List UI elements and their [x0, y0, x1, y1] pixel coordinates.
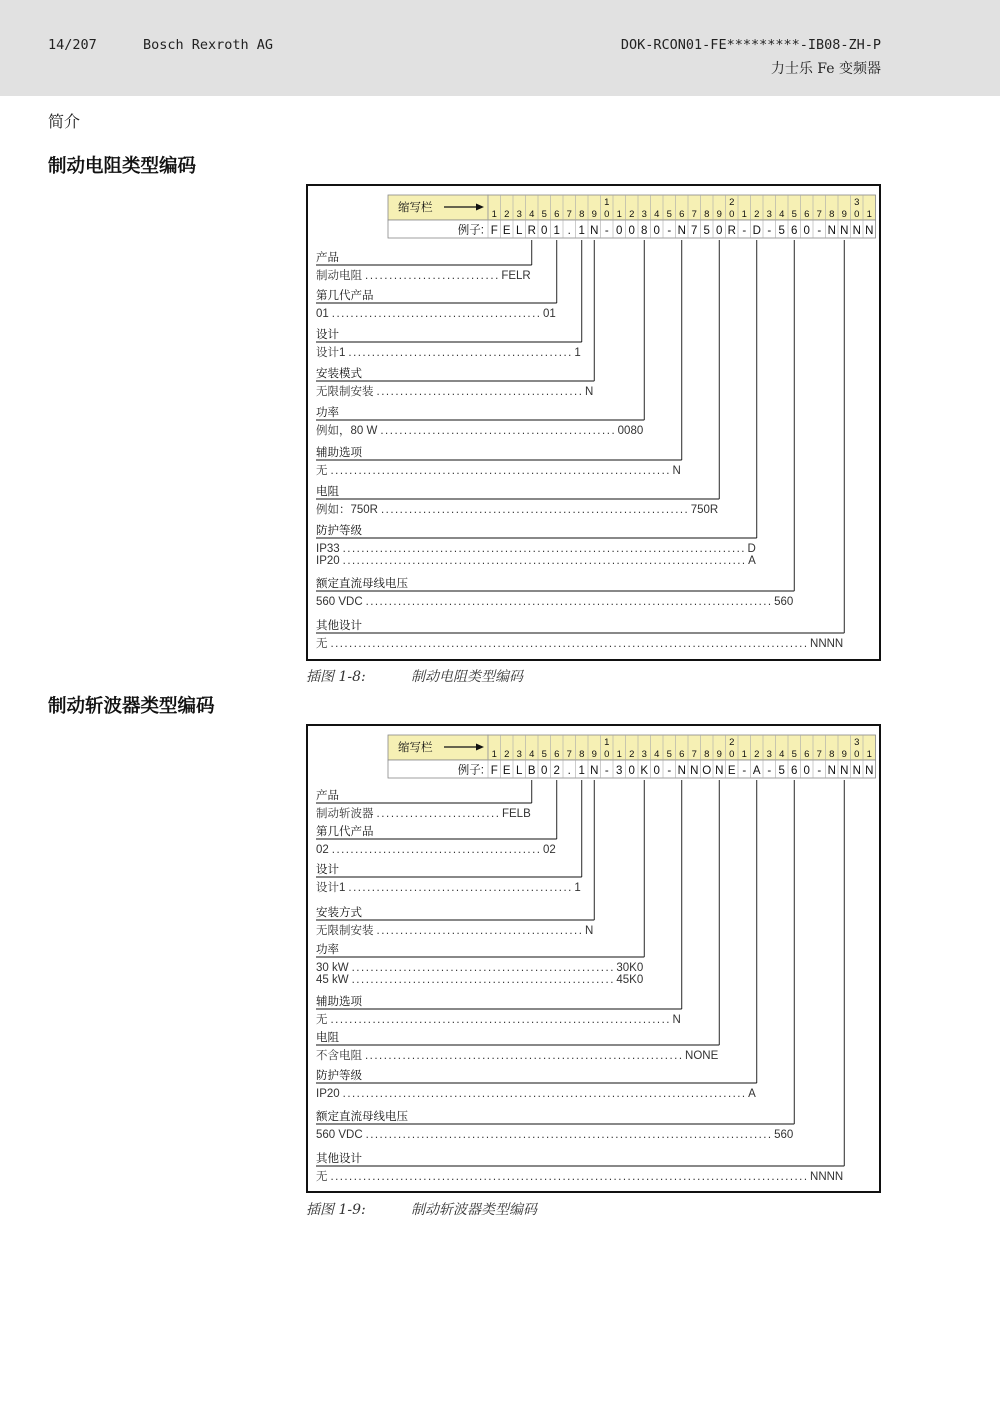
position-digit: 2	[754, 749, 760, 760]
leader-dots: ..................................................................	[381, 504, 688, 516]
position-tens-digit: 1	[604, 197, 610, 208]
leader-dots: ........................................................	[351, 962, 614, 974]
position-digit: 3	[766, 209, 772, 220]
field-title: 产品	[316, 252, 339, 264]
example-char: N	[865, 765, 874, 777]
position-digit: 0	[604, 209, 610, 220]
example-char: N	[852, 225, 861, 237]
figure-brake-chopper-code	[306, 724, 881, 1193]
option-label: IP20	[316, 555, 340, 567]
option-code: 30K0	[616, 962, 644, 974]
leader-dots: .......................................................................................................	[330, 638, 808, 650]
position-digit: 9	[591, 749, 597, 760]
position-digit: 5	[541, 749, 547, 760]
leader-dots: ................................................	[348, 347, 572, 359]
example-char: N	[865, 225, 874, 237]
example-char: A	[752, 765, 761, 777]
position-tens-digit: 3	[854, 197, 860, 208]
heading-brake-resistor: 制动电阻类型编码	[48, 156, 197, 177]
caption-label: 插图 1-8:	[306, 669, 366, 685]
position-digit: 3	[516, 209, 522, 220]
leader-dots: .........................................................................	[330, 1014, 670, 1026]
position-digit: 1	[741, 209, 747, 220]
option-label: 制动电阻	[316, 270, 362, 282]
example-char: 6	[791, 225, 798, 237]
position-digit: 4	[529, 749, 535, 760]
field-title: 第几代产品	[316, 826, 374, 838]
example-char: 7	[691, 225, 698, 237]
leader-dots: ................................................	[348, 882, 572, 894]
position-digit: 2	[629, 749, 635, 760]
example-char: -	[604, 765, 609, 777]
option-label: 45 kW	[316, 974, 349, 986]
position-digit: 2	[754, 209, 760, 220]
field-title: 电阻	[316, 1032, 339, 1044]
option-code: 01	[542, 308, 556, 320]
option-code: FELB	[501, 808, 531, 820]
example-char: 0	[653, 765, 660, 777]
option-label: 设计1	[316, 882, 346, 894]
example-char: -	[742, 765, 747, 777]
leader-dots: .............................................	[331, 308, 540, 320]
example-char: 1	[578, 225, 585, 237]
option-label: IP20	[316, 1088, 340, 1100]
example-char: N	[715, 765, 724, 777]
example-char: 0	[653, 225, 660, 237]
example-char: E	[502, 765, 511, 777]
option-code: N	[584, 386, 594, 398]
option-label: 无限制安装	[316, 925, 374, 937]
position-digit: 8	[579, 209, 585, 220]
field-title: 安装模式	[316, 368, 362, 380]
example-char: 1	[553, 225, 560, 237]
field-title: 安装方式	[316, 907, 362, 919]
example-char: N	[840, 225, 849, 237]
example-char: -	[742, 225, 747, 237]
example-char: 8	[641, 225, 648, 237]
leader-dots: .......................................................................................	[342, 543, 745, 555]
leader-dots: ....................................................................	[365, 1050, 683, 1062]
option-code: 750R	[690, 504, 719, 516]
position-digit: 1	[491, 209, 497, 220]
leader-dots: ............................	[365, 270, 499, 282]
type-code-diagram	[308, 186, 879, 659]
position-tens-digit: 2	[729, 737, 735, 748]
field-title: 辅助选项	[316, 447, 362, 459]
option-code: N	[672, 1014, 681, 1026]
field-title: 电阻	[316, 486, 339, 498]
example-char: -	[817, 765, 822, 777]
position-digit: 4	[654, 749, 660, 760]
field-title: 其他设计	[316, 620, 362, 632]
option-label: 无	[316, 638, 328, 650]
option-label: 不含电阻	[316, 1050, 362, 1062]
position-digit: 8	[579, 749, 585, 760]
option-code: A	[748, 1088, 756, 1100]
example-char: 0	[803, 765, 810, 777]
example-char: N	[690, 765, 699, 777]
example-char: -	[667, 765, 672, 777]
position-digit: 4	[779, 749, 785, 760]
field-title: 辅助选项	[316, 996, 362, 1008]
position-digit: 5	[791, 749, 797, 760]
position-digit: 1	[741, 749, 747, 760]
position-digit: 0	[854, 749, 860, 760]
example-char: R	[527, 225, 536, 237]
option-code: NONE	[685, 1050, 719, 1062]
option-code: N	[672, 465, 681, 477]
option-label: 无	[316, 465, 328, 477]
leader-dots: ............................................	[376, 386, 582, 398]
option-code: FELR	[501, 270, 531, 282]
position-digit: 7	[566, 209, 572, 220]
position-digit: 2	[504, 749, 510, 760]
option-code: 560	[774, 1129, 794, 1141]
caption-text: 制动电阻类型编码	[411, 669, 523, 685]
option-label: 02	[316, 844, 329, 856]
option-code: 560	[774, 596, 794, 608]
example-char: 0	[803, 225, 810, 237]
option-code: NNNN	[810, 1171, 844, 1183]
leader-dots: .......................................................................................................	[330, 1171, 808, 1183]
example-char: 0	[716, 225, 723, 237]
position-digit: 4	[779, 209, 785, 220]
position-digit: 9	[841, 749, 847, 760]
example-char: -	[767, 765, 772, 777]
page-number: 14/207	[48, 37, 97, 53]
example-char: 5	[778, 225, 785, 237]
position-digit: 0	[729, 749, 735, 760]
position-digit: 0	[854, 209, 860, 220]
example-char: F	[490, 225, 498, 237]
field-title: 功率	[316, 944, 339, 956]
position-digit: 8	[704, 209, 710, 220]
option-code: 1	[574, 882, 581, 894]
field-title: 设计	[316, 864, 339, 876]
example-char: 0	[616, 225, 623, 237]
option-label: 无	[316, 1171, 328, 1183]
position-digit: 7	[816, 209, 822, 220]
example-char: 3	[616, 765, 623, 777]
example-char: N	[840, 765, 849, 777]
option-code: NNNN	[810, 638, 844, 650]
example-char: R	[727, 225, 736, 237]
example-char: 5	[778, 765, 785, 777]
position-digit: 5	[541, 209, 547, 220]
heading-brake-chopper: 制动斩波器类型编码	[48, 696, 215, 717]
example-char: 2	[553, 765, 560, 777]
example-char: N	[677, 225, 686, 237]
example-char: .	[567, 225, 571, 237]
company-name: Bosch Rexroth AG	[143, 37, 274, 53]
option-label: 例如：750R	[316, 504, 378, 516]
document-id: DOK-RCON01-FE*********-IB08-ZH-P	[620, 37, 881, 53]
position-digit: 1	[866, 209, 872, 220]
position-digit: 8	[704, 749, 710, 760]
example-char: -	[817, 225, 822, 237]
example-char: -	[767, 225, 772, 237]
example-char: 6	[791, 765, 798, 777]
option-code: A	[748, 555, 756, 567]
leader-dots: .......................................................................................	[342, 1088, 746, 1100]
position-digit: 1	[491, 749, 497, 760]
field-title: 设计	[316, 329, 339, 341]
product-name: 力士乐 Fe 变频器	[770, 61, 881, 77]
position-digit: 1	[616, 209, 622, 220]
option-label: 30 kW	[316, 962, 349, 974]
field-title: 额定直流母线电压	[316, 578, 408, 590]
example-char: N	[677, 765, 686, 777]
example-char: K	[640, 765, 649, 777]
leader-dots: ........................................................................................	[365, 596, 772, 608]
position-digit: 9	[716, 209, 722, 220]
position-digit: 7	[816, 749, 822, 760]
position-digit: 3	[766, 749, 772, 760]
position-digit: 0	[729, 209, 735, 220]
position-digit: 3	[516, 749, 522, 760]
example-char: 0	[541, 765, 548, 777]
position-digit: 4	[654, 209, 660, 220]
field-title: 额定直流母线电压	[316, 1111, 408, 1123]
option-code: N	[584, 925, 594, 937]
position-digit: 9	[591, 209, 597, 220]
example-char: E	[727, 765, 736, 777]
example-char: B	[527, 765, 536, 777]
option-code: 02	[542, 844, 556, 856]
option-label: 制动斩波器	[316, 808, 374, 820]
position-digit: 6	[679, 749, 685, 760]
example-char: .	[567, 765, 571, 777]
example-char: F	[490, 765, 498, 777]
position-digit: 6	[804, 749, 810, 760]
leader-dots: ..................................................	[380, 425, 615, 437]
position-digit: 9	[716, 749, 722, 760]
position-digit: 6	[804, 209, 810, 220]
position-digit: 2	[504, 209, 510, 220]
example-char: L	[516, 225, 523, 237]
position-digit: 6	[679, 209, 685, 220]
field-title: 功率	[316, 407, 339, 419]
section-label: 简介	[48, 112, 81, 131]
example-char: D	[752, 225, 761, 237]
example-char: N	[590, 765, 599, 777]
example-char: N	[827, 765, 836, 777]
option-code: 45K0	[616, 974, 644, 986]
option-label: 例如，80 W	[316, 425, 378, 437]
example-char: N	[852, 765, 861, 777]
position-digit: 6	[554, 749, 560, 760]
position-digit: 0	[604, 749, 610, 760]
abbr-label: 缩写栏	[398, 202, 433, 214]
position-digit: 3	[641, 749, 647, 760]
example-label: 例子:	[457, 224, 484, 237]
example-char: 0	[628, 765, 635, 777]
type-code-diagram	[308, 726, 879, 1191]
option-code: 0080	[617, 425, 644, 437]
leader-dots: ........................................................................................	[365, 1129, 772, 1141]
position-digit: 5	[666, 209, 672, 220]
position-digit: 5	[791, 209, 797, 220]
position-digit: 1	[866, 749, 872, 760]
position-digit: 7	[691, 749, 697, 760]
position-tens-digit: 1	[604, 737, 610, 748]
option-label: 无	[316, 1014, 328, 1026]
option-label: 560 VDC	[316, 596, 363, 608]
field-title: 其他设计	[316, 1153, 362, 1165]
position-digit: 9	[841, 209, 847, 220]
field-title: 第几代产品	[316, 290, 374, 302]
leader-dots: .......................................................................................	[342, 555, 746, 567]
position-digit: 7	[566, 749, 572, 760]
option-label: 设计1	[316, 347, 346, 359]
position-digit: 5	[666, 749, 672, 760]
example-char: L	[516, 765, 523, 777]
option-label: 560 VDC	[316, 1129, 363, 1141]
position-digit: 8	[829, 749, 835, 760]
field-title: 防护等级	[316, 1070, 362, 1082]
position-tens-digit: 2	[729, 197, 735, 208]
figure-brake-resistor-code	[306, 184, 881, 661]
position-digit: 8	[829, 209, 835, 220]
example-char: O	[702, 765, 712, 777]
position-digit: 6	[554, 209, 560, 220]
example-char: -	[667, 225, 672, 237]
option-code: D	[747, 543, 756, 555]
example-char: 0	[541, 225, 548, 237]
option-label: 无限制安装	[316, 386, 374, 398]
example-char: N	[590, 225, 599, 237]
example-char: N	[827, 225, 836, 237]
caption-text: 制动斩波器类型编码	[411, 1202, 537, 1218]
position-digit: 1	[616, 749, 622, 760]
example-char: 0	[628, 225, 635, 237]
example-char: E	[502, 225, 511, 237]
option-label: 01	[316, 308, 329, 320]
position-digit: 4	[529, 209, 535, 220]
position-digit: 7	[691, 209, 697, 220]
position-digit: 3	[641, 209, 647, 220]
leader-dots: ..........................	[376, 808, 499, 820]
leader-dots: .............................................	[331, 844, 540, 856]
field-title: 产品	[316, 790, 339, 802]
option-label: IP33	[316, 543, 340, 555]
leader-dots: .........................................................................	[330, 465, 670, 477]
position-digit: 2	[629, 209, 635, 220]
example-char: 5	[703, 225, 710, 237]
example-label: 例子:	[457, 764, 484, 777]
option-code: 1	[574, 347, 581, 359]
field-title: 防护等级	[316, 525, 362, 537]
leader-dots: ........................................................	[351, 974, 614, 986]
example-char: 1	[578, 765, 585, 777]
position-tens-digit: 3	[854, 737, 860, 748]
leader-dots: ............................................	[376, 925, 582, 937]
caption-label: 插图 1-9:	[306, 1202, 366, 1218]
example-char: -	[604, 225, 609, 237]
abbr-label: 缩写栏	[398, 742, 433, 754]
